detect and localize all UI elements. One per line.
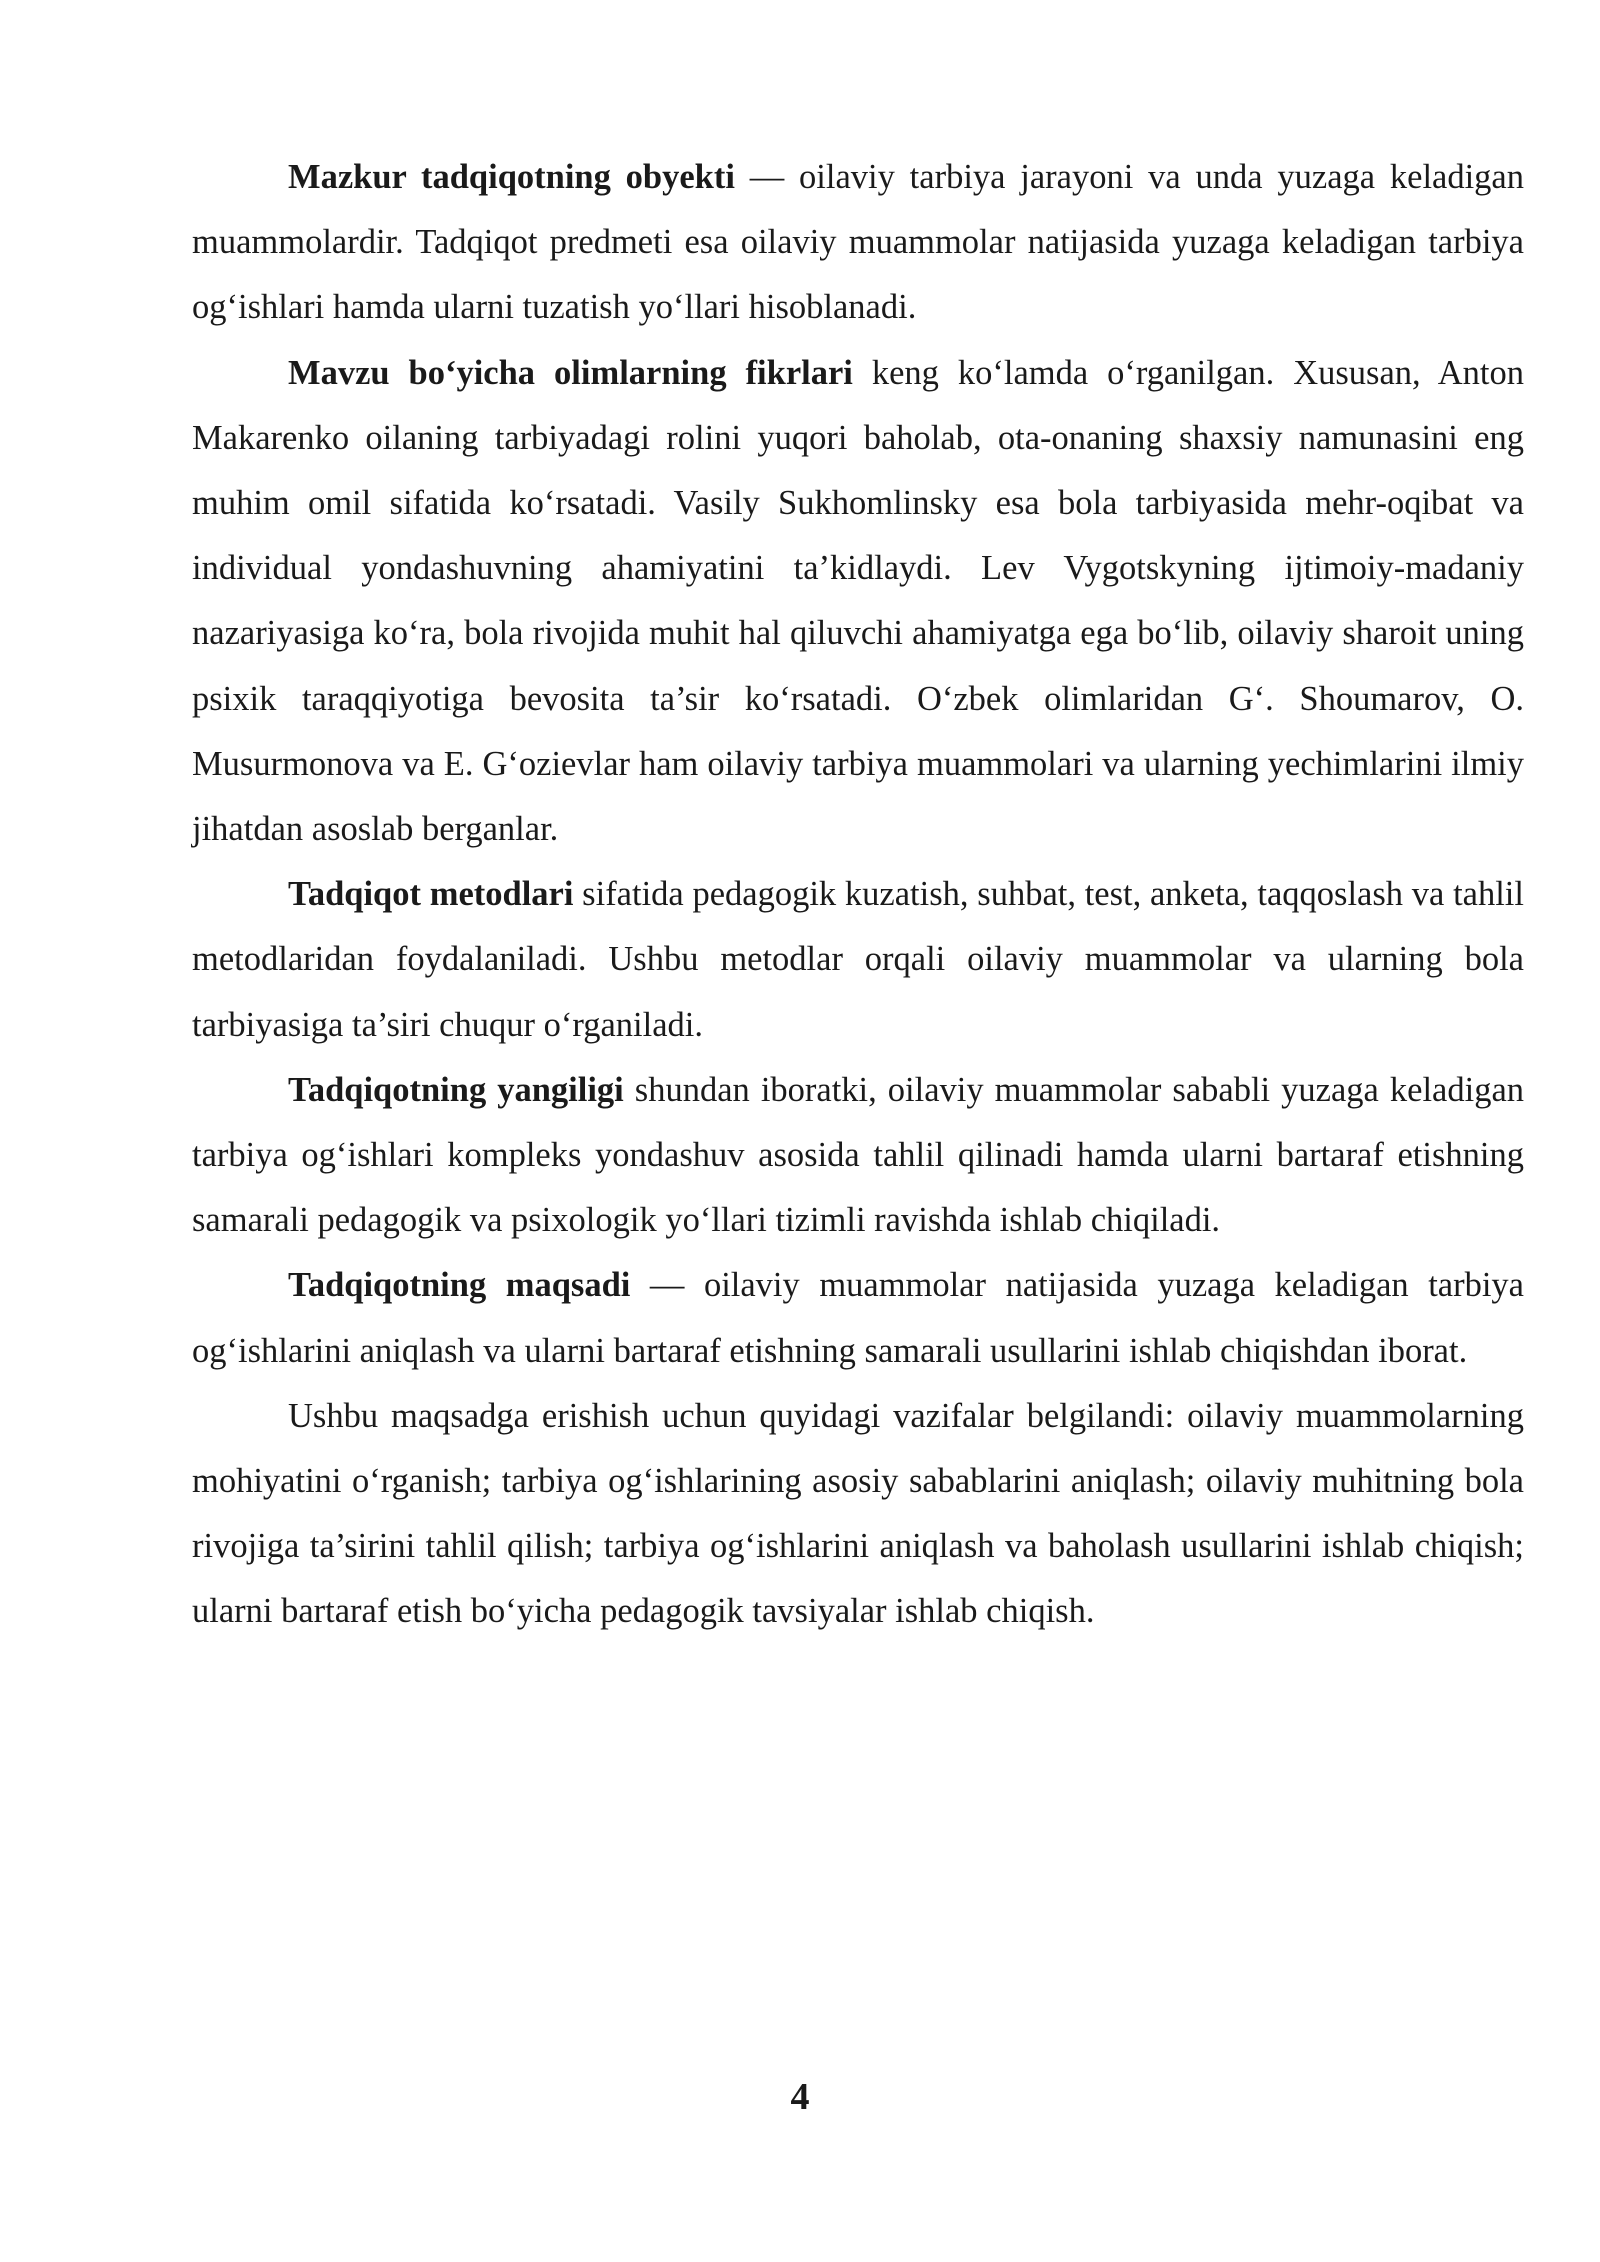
paragraph-research-methods — [192, 862, 1524, 1058]
document-body — [192, 145, 1524, 1645]
paragraph-research-object — [192, 145, 1524, 341]
paragraph-research-goal — [192, 1253, 1524, 1383]
paragraph-lead: Mavzu bo‘yicha olimlarning fikrlari — [288, 353, 853, 392]
paragraph-lead: Tadqiqot metodlari — [288, 875, 574, 914]
paragraph-research-novelty — [192, 1058, 1524, 1254]
paragraph-lead: Tadqiqotning yangiligi — [288, 1070, 624, 1109]
paragraph-text: Ushbu maqsadga erishish uchun quyidagi vazifalar belgilandi: oilaviy muammolarning mohiyatini o‘rganish; tarbiya og‘ishlarining asosiy sabablarini aniqlash; oilaviy muhitning bola rivojiga ta’sirini tahlil qilish; tarbiya og‘ishlarini aniqlash va baholash usullarini ishlab chiqish; ularni bartaraf etish bo‘yicha pedagogik tavsiyalar ishlab chiqish. — [192, 1396, 1524, 1631]
paragraph-text: sifatida pedagogik kuzatish, suhbat, test, anketa, taqqoslash va tahlil metodlaridan foydalaniladi. Ushbu metodlar orqali oilaviy muammolar va ularning bola tarbiyasiga ta’siri chuqur o‘rganiladi. — [192, 875, 1524, 1044]
paragraph-text: shundan iboratki, oilaviy muammolar sababli yuzaga keladigan tarbiya og‘ishlari kompleks yondashuv asosida tahlil qilinadi hamda ularni bartaraf etishning samarali pedagogik va psixologik yo‘llari tizimli ravishda ishlab chiqiladi. — [192, 1070, 1525, 1240]
paragraph-lead: Mazkur tadqiqotning obyekti — [288, 158, 735, 196]
paragraph-text: keng ko‘lamda o‘rganilgan. Xususan, Anton Makarenko oilaning tarbiyadagi rolini yuqori baholab, ota-onaning shaxsiy namunasini eng muhim omil sifatida ko‘rsatadi. Vasily Sukhomlinsky esa bola tarbiyasida mehr-oqibat va individual yondashuvning ahamiyatini ta’kidlaydi. Lev Vygotskyning ijtimoiy-madaniy nazariyasiga ko‘ra, bola rivojida muhit hal qiluvchi ahamiyatga ega bo‘lib, oilaviy sharoit uning psixik taraqqiyotiga bevosita ta’sir ko‘rsatadi. O‘zbek olimlaridan G‘. Shoumarov, O. Musurmonova va E. G‘ozievlar ham oilaviy tarbiya muammolari va ularning yechimlarini ilmiy jihatdan asoslab berganlar. — [192, 353, 1524, 849]
paragraph-text: — oilaviy muammolar natijasida yuzaga keladigan tarbiya og‘ishlarini aniqlash va ularni bartaraf etishning samarali usullarini ishlab chiqishdan iborat. — [192, 1266, 1524, 1370]
paragraph-text: — oilaviy tarbiya jarayoni va unda yuzaga keladigan muammolardir. Tadqiqot predmeti esa oilaviy muammolar natijasida yuzaga keladigan tarbiya og‘ishlari hamda ularni tuzatish yo‘llari hisoblanadi. — [192, 158, 1524, 327]
paragraph-scholars-views — [192, 341, 1524, 863]
paragraph-lead: Tadqiqotning maqsadi — [288, 1266, 631, 1305]
page-number: 4 — [790, 2076, 810, 2118]
paragraph-research-tasks — [192, 1384, 1524, 1645]
